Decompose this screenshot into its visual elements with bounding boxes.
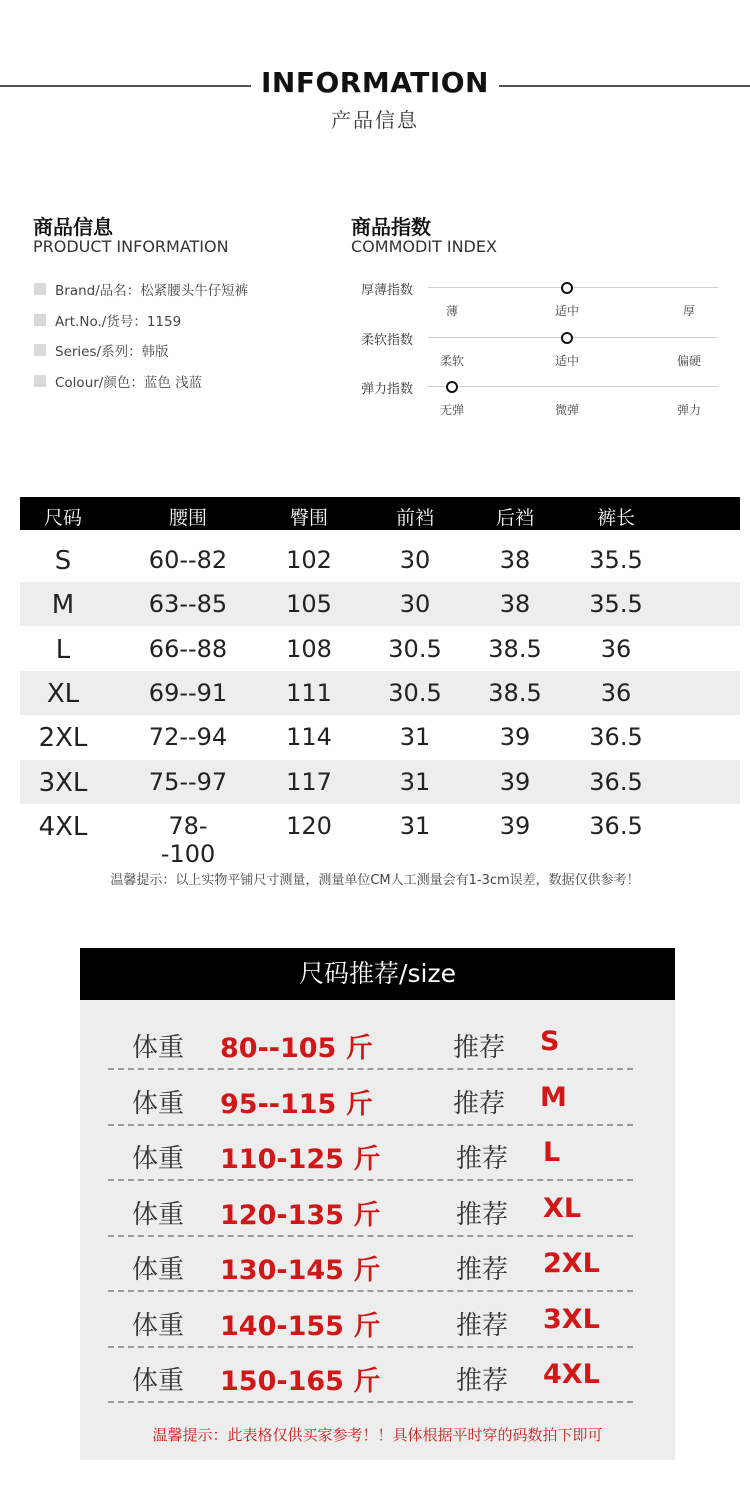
table-cell: 4XL	[38, 812, 88, 842]
index-marker-dot-icon	[561, 332, 573, 344]
page-subtitle: 产品信息	[331, 108, 419, 132]
table-cell: XL	[46, 679, 80, 709]
index-label: 厚薄指数	[361, 283, 414, 298]
bullet-square-icon	[34, 283, 46, 295]
recommend-label: 推荐	[456, 1255, 509, 1285]
weight-range: 110-125 斤	[220, 1144, 381, 1175]
recommend-label: 推荐	[456, 1200, 509, 1230]
info-row-brand	[34, 279, 248, 299]
weight-range: 150-165 斤	[220, 1366, 381, 1397]
info-row-art-no	[34, 310, 181, 330]
table-cell: 31	[399, 812, 431, 840]
index-track-line	[428, 337, 718, 338]
table-cell: 31	[399, 723, 431, 751]
index-tick-label: 适中	[554, 354, 579, 368]
table-cell: 38.5	[488, 679, 542, 707]
table-cell: 3XL	[38, 768, 88, 798]
size-table-note: 温馨提示：以上实物平铺尺寸测量，测量单位CM人工测量会有1-3cm误差，数据仅供参考！	[110, 873, 640, 888]
table-cell: 75--97	[148, 768, 228, 796]
table-cell: 120	[286, 812, 332, 840]
index-tick-label: 厚	[682, 304, 695, 318]
index-tick-label: 弹力	[676, 403, 701, 417]
table-cell: 36.5	[589, 812, 643, 840]
info-row-colour	[34, 371, 202, 391]
weight-range: 80--105 斤	[220, 1033, 373, 1064]
size-table-header-cell: 裤长	[596, 507, 635, 529]
table-cell: S	[54, 546, 72, 576]
product-info-subtitle: PRODUCT INFORMATION	[33, 237, 229, 256]
table-cell: 30.5	[388, 635, 442, 663]
size-table-header-cell: 前裆	[395, 507, 434, 529]
table-cell: 72--94	[148, 723, 228, 751]
table-cell: 38	[499, 546, 531, 574]
recommended-size: 3XL	[543, 1304, 600, 1335]
index-tick-label: 适中	[554, 304, 579, 318]
index-track-line	[428, 287, 718, 288]
info-text: Brand/品名：松紧腰头牛仔短裤	[55, 283, 249, 299]
dashed-divider	[108, 1401, 633, 1403]
bullet-square-icon	[34, 375, 46, 387]
table-cell: 117	[286, 768, 332, 796]
table-cell: 35.5	[589, 546, 643, 574]
weight-range: 120-135 斤	[220, 1200, 381, 1231]
info-row-series	[34, 340, 169, 360]
commodity-index-title: 商品指数	[351, 215, 431, 239]
recommended-size: 4XL	[543, 1359, 600, 1390]
weight-range: 140-155 斤	[220, 1311, 381, 1342]
table-cell: 30	[399, 590, 431, 618]
info-text: Colour/颜色：蓝色 浅蓝	[55, 375, 203, 391]
index-tick-label: 无弹	[439, 403, 464, 417]
weight-label: 体重	[132, 1255, 185, 1285]
commodity-index-subtitle: COMMODIT INDEX	[351, 237, 497, 256]
table-cell: 63--85	[148, 590, 228, 618]
recommended-size: M	[540, 1082, 567, 1113]
table-cell: 69--91	[148, 679, 228, 707]
dashed-divider	[108, 1068, 633, 1070]
table-cell: 66--88	[148, 635, 228, 663]
recommendation-row	[108, 1348, 633, 1403]
table-cell: 39	[499, 768, 531, 796]
table-cell: 108	[286, 635, 332, 663]
table-cell: 105	[286, 590, 332, 618]
index-marker-dot-icon	[446, 381, 458, 393]
weight-label: 体重	[132, 1144, 185, 1174]
recommendation-row	[108, 1293, 633, 1348]
table-cell: 78--100	[160, 812, 216, 868]
index-tick-label: 柔软	[439, 354, 464, 368]
table-cell: L	[55, 635, 71, 665]
bullet-square-icon	[34, 314, 46, 326]
recommended-size: L	[543, 1137, 561, 1168]
table-cell: 38	[499, 590, 531, 618]
size-table-header-cell: 后裆	[495, 507, 534, 529]
bullet-square-icon	[34, 344, 46, 356]
recommendation-row	[108, 1182, 633, 1237]
index-marker-dot-icon	[561, 282, 573, 294]
table-cell: 36.5	[589, 723, 643, 751]
weight-label: 体重	[132, 1089, 185, 1119]
recommendation-row	[108, 1071, 633, 1126]
recommendation-title: 尺码推荐/size	[80, 948, 675, 1000]
recommend-label: 推荐	[453, 1089, 506, 1119]
product-info-title: 商品信息	[33, 215, 113, 239]
recommend-label: 推荐	[456, 1311, 509, 1341]
index-label: 弹力指数	[361, 382, 414, 397]
weight-label: 体重	[132, 1366, 185, 1396]
dashed-divider	[108, 1290, 633, 1292]
table-cell: 39	[499, 723, 531, 751]
index-label: 柔软指数	[361, 333, 414, 348]
weight-label: 体重	[132, 1311, 185, 1341]
table-cell: 35.5	[589, 590, 643, 618]
table-cell: 60--82	[148, 546, 228, 574]
index-tick-label: 偏硬	[676, 354, 701, 368]
recommendation-row	[108, 1015, 633, 1070]
dashed-divider	[108, 1179, 633, 1181]
weight-label: 体重	[132, 1200, 185, 1230]
table-cell: 30.5	[388, 679, 442, 707]
table-cell: 2XL	[38, 723, 88, 753]
size-table-header-cell: 臀围	[289, 507, 328, 529]
page-title: INFORMATION	[0, 66, 750, 99]
recommended-size: XL	[543, 1193, 582, 1224]
table-cell: M	[51, 590, 75, 620]
table-cell: 114	[286, 723, 332, 751]
weight-range: 95--115 斤	[220, 1089, 373, 1120]
table-cell: 102	[286, 546, 332, 574]
table-cell: 31	[399, 768, 431, 796]
table-cell: 30	[399, 546, 431, 574]
weight-label: 体重	[132, 1033, 185, 1063]
table-cell: 36	[600, 635, 632, 663]
recommend-label: 推荐	[456, 1366, 509, 1396]
table-cell: 36.5	[589, 768, 643, 796]
index-track-line	[428, 386, 718, 387]
table-cell: 39	[499, 812, 531, 840]
info-text: Art.No./货号：1159	[55, 314, 182, 330]
table-cell: 38.5	[488, 635, 542, 663]
recommended-size: 2XL	[543, 1248, 600, 1279]
recommendation-row	[108, 1237, 633, 1292]
size-table-header-cell: 尺码	[43, 507, 82, 529]
recommendation-row	[108, 1126, 633, 1181]
table-cell: 36	[600, 679, 632, 707]
weight-range: 130-145 斤	[220, 1255, 381, 1286]
info-text: Series/系列：韩版	[55, 344, 169, 360]
table-cell: 111	[286, 679, 332, 707]
recommend-label: 推荐	[453, 1033, 506, 1063]
recommended-size: S	[540, 1026, 560, 1057]
recommend-label: 推荐	[456, 1144, 509, 1174]
index-tick-label: 微弹	[554, 403, 579, 417]
size-table-header-cell: 腰围	[168, 507, 207, 529]
recommendation-note: 温馨提示：此表格仅供买家参考！！具体根据平时穿的码数拍下即可	[152, 1426, 603, 1444]
index-tick-label: 薄	[445, 304, 458, 318]
